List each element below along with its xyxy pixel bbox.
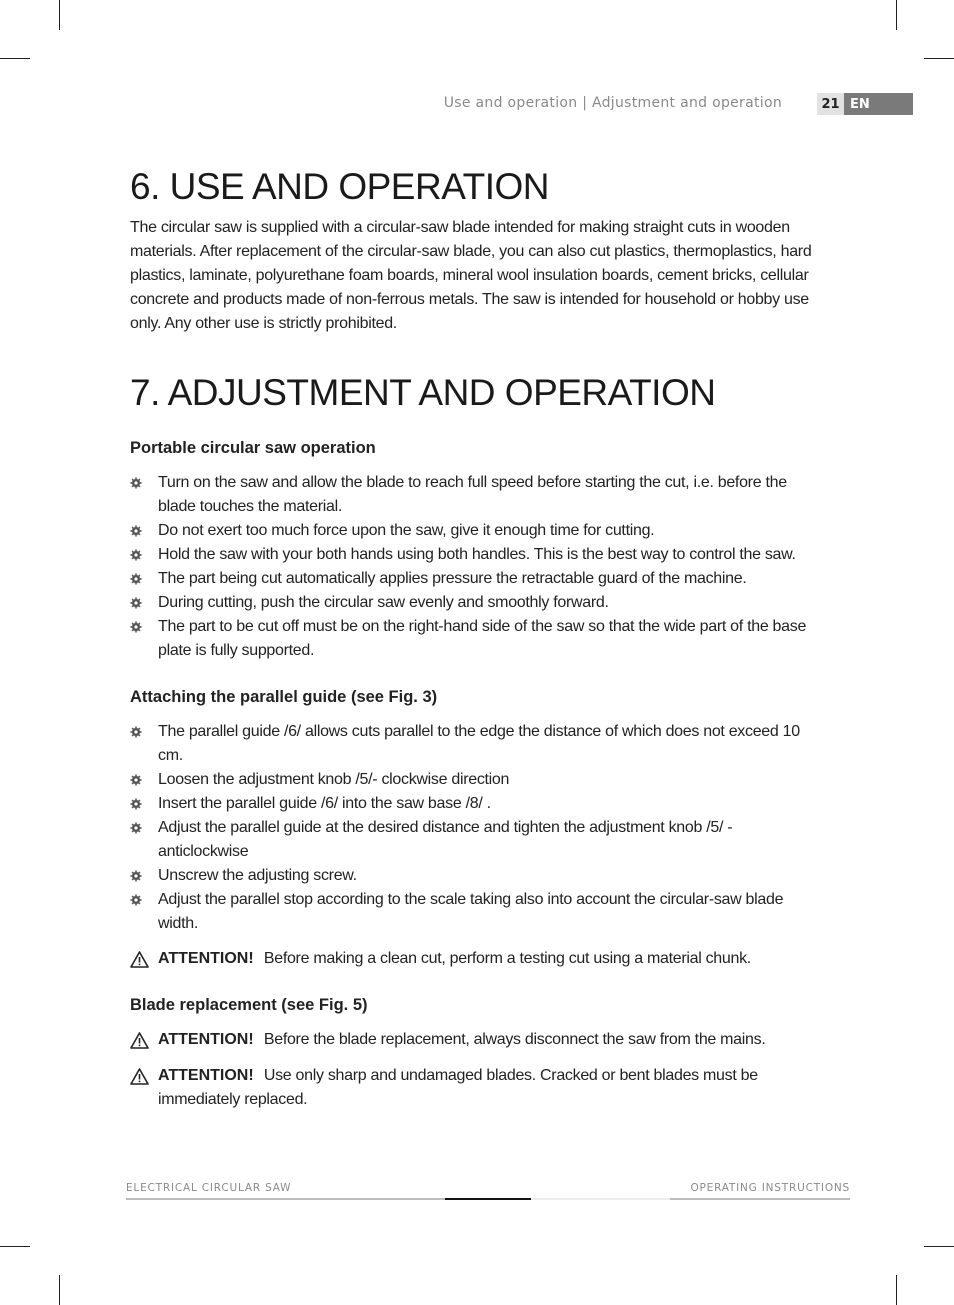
footer-product-name: ELECTRICAL CIRCULAR SAW [126, 1182, 292, 1194]
gear-bullet-icon [130, 822, 142, 834]
list-item-text: During cutting, push the circular saw evenly and smoothly forward. [158, 594, 609, 611]
crop-mark [924, 58, 954, 59]
crop-mark [896, 1275, 897, 1305]
footer-doc-type: OPERATING INSTRUCTIONS [690, 1182, 850, 1194]
crop-mark [0, 1246, 30, 1247]
attention-note [130, 947, 822, 971]
list-item-text: The parallel guide /6/ allows cuts parallel to the edge the distance of which does not exceed 10 cm. [158, 723, 800, 764]
page-number: 21 [817, 93, 844, 115]
portable-operation-heading: Portable circular saw operation [130, 439, 376, 457]
crop-mark [0, 58, 30, 59]
attention-text: Before making a clean cut, perform a testing cut using a material chunk. [263, 950, 751, 967]
attention-text: Use only sharp and undamaged blades. Cracked or bent blades must be immediately replaced. [158, 1067, 758, 1108]
list-item [130, 615, 822, 663]
list-item [130, 519, 822, 543]
list-item [130, 471, 822, 519]
gear-bullet-icon [130, 477, 142, 489]
gear-bullet-icon [130, 870, 142, 882]
list-item-text: Adjust the parallel stop according to the scale taking also into account the circular-saw blade width. [158, 891, 784, 932]
footer-divider [445, 1198, 531, 1200]
list-item-text: Hold the saw with your both hands using both handles. This is the best way to control the saw. [158, 546, 796, 563]
gear-bullet-icon [130, 525, 142, 537]
parallel-guide-list [130, 720, 822, 936]
warning-triangle-icon [130, 951, 149, 968]
crop-mark [896, 0, 897, 30]
portable-operation-list [130, 471, 822, 663]
warning-triangle-icon [130, 1068, 149, 1085]
language-label: EN [844, 93, 913, 115]
attention-note [130, 1028, 822, 1052]
attention-note [130, 1064, 822, 1112]
list-item [130, 720, 822, 768]
attention-text: Before the blade replacement, always disconnect the saw from the mains. [263, 1031, 766, 1048]
warning-triangle-icon [130, 1032, 149, 1049]
gear-bullet-icon [130, 621, 142, 633]
attention-label: ATTENTION! [158, 1031, 254, 1048]
page-tag [817, 93, 913, 115]
list-item-text: Turn on the saw and allow the blade to reach full speed before starting the cut, i.e. before the blade touches the material. [158, 474, 787, 515]
list-item-text: Do not exert too much force upon the saw, give it enough time for cutting. [158, 522, 655, 539]
gear-bullet-icon [130, 894, 142, 906]
gear-bullet-icon [130, 726, 142, 738]
section-6-body: The circular saw is supplied with a circular-saw blade intended for making straight cuts in wooden materials. After replacement of the circular-saw blade, you can also cut plastics, thermoplastics, hard plastics, laminate, polyurethane foam boards, mineral wool insulation boards, cement bricks, cellular concrete and products made of non-ferrous metals. The saw is intended for household or hobby use only. Any other use is strictly prohibited. [130, 219, 812, 332]
crop-mark [59, 0, 60, 30]
list-item-text: Insert the parallel guide /6/ into the saw base /8/ . [158, 795, 491, 812]
list-item [130, 543, 822, 567]
section-6-heading: 6. USE AND OPERATION [130, 166, 550, 207]
gear-bullet-icon [130, 798, 142, 810]
gear-bullet-icon [130, 774, 142, 786]
running-header: Use and operation | Adjustment and operation [443, 95, 782, 111]
list-item [130, 864, 822, 888]
list-item [130, 792, 822, 816]
list-item-text: Adjust the parallel guide at the desired distance and tighten the adjustment knob /5/ - anticlockwise [158, 819, 733, 860]
list-item-text: Unscrew the adjusting screw. [158, 867, 357, 884]
crop-mark [59, 1275, 60, 1305]
footer-divider [670, 1198, 850, 1200]
parallel-guide-heading: Attaching the parallel guide (see Fig. 3) [130, 688, 438, 706]
footer-divider [531, 1198, 670, 1200]
blade-replacement-heading: Blade replacement (see Fig. 5) [130, 996, 368, 1014]
list-item-text: The part to be cut off must be on the right-hand side of the saw so that the wide part of the base plate is fully supported. [158, 618, 807, 659]
list-item [130, 768, 822, 792]
gear-bullet-icon [130, 573, 142, 585]
list-item [130, 816, 822, 864]
section-7-heading: 7. ADJUSTMENT AND OPERATION [130, 372, 716, 413]
gear-bullet-icon [130, 549, 142, 561]
attention-label: ATTENTION! [158, 950, 254, 967]
gear-bullet-icon [130, 597, 142, 609]
list-item [130, 591, 822, 615]
crop-mark [924, 1246, 954, 1247]
list-item [130, 888, 822, 936]
footer-divider [126, 1198, 445, 1200]
list-item [130, 567, 822, 591]
attention-label: ATTENTION! [158, 1067, 254, 1084]
list-item-text: Loosen the adjustment knob /5/- clockwise direction [158, 771, 510, 788]
page-content [130, 166, 822, 1112]
list-item-text: The part being cut automatically applies pressure the retractable guard of the machine. [158, 570, 747, 587]
